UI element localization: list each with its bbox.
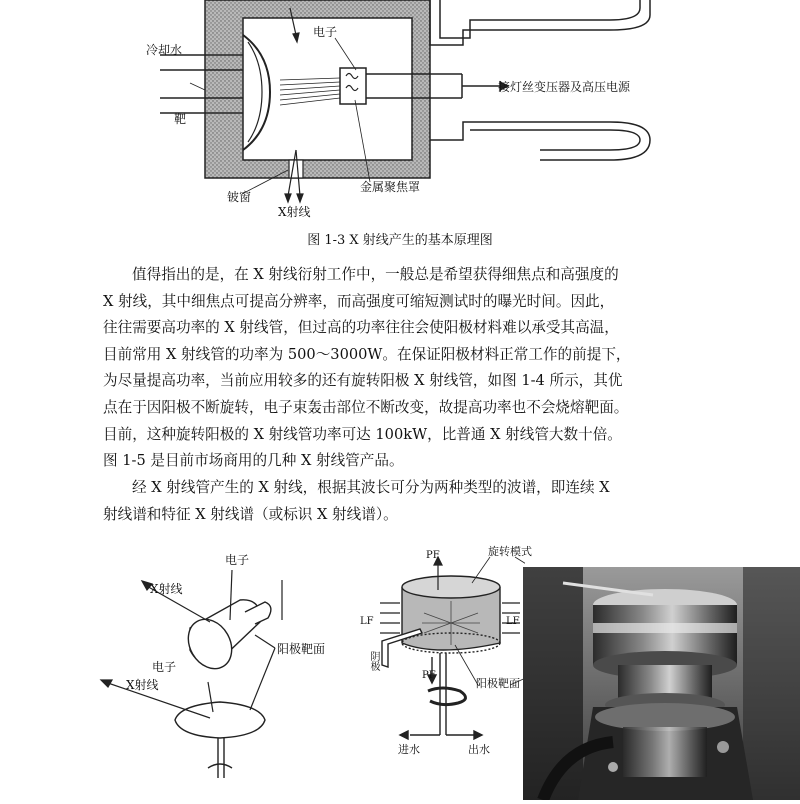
label-rotation-mode: 旋转模式 bbox=[488, 545, 532, 558]
label-beryllium-window: 铍窗 bbox=[227, 190, 252, 204]
label-xray-top: X射线 bbox=[150, 582, 183, 596]
label-cathode: 阴极 bbox=[368, 651, 379, 671]
label-water-in: 进水 bbox=[398, 743, 420, 756]
text-line: X 射线，其中细焦点可提高分辨率，而高强度可缩短测试时的曝光时间。因此， bbox=[103, 292, 615, 310]
text-line: 经 X 射线管产生的 X 射线，根据其波长可分为两种类型的波谱，即连续 X bbox=[132, 479, 610, 496]
text-line: 目前，这种旋转阳极的 X 射线管功率可达 100kW，比普通 X 射线管大数十倍。 bbox=[103, 425, 622, 443]
label-xray-bottom: X射线 bbox=[126, 678, 159, 692]
label-target: 靶 bbox=[174, 112, 187, 126]
label-cooling-water: 冷却水 bbox=[146, 43, 183, 57]
xray-tube-diagram bbox=[0, 0, 800, 230]
label-electron-top: 电子 bbox=[225, 553, 250, 567]
text-line: 射线谱和特征 X 射线谱（或标识 X 射线谱）。 bbox=[103, 505, 398, 523]
anode-shaft bbox=[400, 653, 482, 739]
anode-sketches bbox=[90, 540, 370, 800]
figure-1-4-mid bbox=[360, 545, 532, 800]
lower-anode bbox=[175, 702, 265, 778]
text-line: 值得指出的是，在 X 射线衍射工作中，一般总是希望获得细焦点和高强度的 bbox=[132, 266, 619, 283]
target-anode bbox=[243, 35, 270, 150]
label-focus-cup: 金属聚焦罩 bbox=[360, 180, 421, 194]
label-water-out: 出水 bbox=[468, 743, 490, 756]
label-electron-bottom: 电子 bbox=[152, 660, 177, 674]
upper-anode bbox=[180, 600, 271, 677]
figure-caption: 图 1-3 X 射线产生的基本原理图 bbox=[307, 233, 493, 248]
figure-1-4-left bbox=[90, 540, 370, 800]
label-anode-target: 阳极靶面 bbox=[277, 642, 326, 656]
rotating-anode-photo bbox=[523, 567, 800, 800]
label-filament-source: 接灯丝变压器及高压电源 bbox=[498, 80, 631, 94]
text-line: 往往需要高功率的 X 射线管，但过高的功率往往会使阳极材料难以承受其高温， bbox=[103, 319, 619, 337]
figure-1-3 bbox=[0, 0, 800, 230]
label-xray: X射线 bbox=[278, 205, 311, 219]
label-lf-left: LF bbox=[360, 616, 374, 627]
label-electron: 电子 bbox=[313, 25, 338, 39]
text-line: 图 1-5 是目前市场商用的几种 X 射线管产品。 bbox=[103, 452, 404, 470]
text-line: 为尽量提高功率，当前应用较多的还有旋转阳极 X 射线管，如图 1-4 所示，其优 bbox=[103, 372, 623, 390]
text-line: 目前常用 X 射线管的功率为 500～3000W。在保证阳极材料正常工作的前提下， bbox=[103, 345, 631, 363]
label-pf-top: PF bbox=[426, 550, 440, 561]
label-pf-bottom: PF bbox=[422, 670, 436, 681]
paragraph-2 bbox=[103, 475, 710, 528]
electron-beam bbox=[280, 78, 340, 105]
paragraph-1 bbox=[103, 262, 710, 475]
text-line: 点在于因阳极不断旋转，电子束轰击部位不断改变，故提高功率也不会烧熔靶面。 bbox=[103, 398, 629, 416]
label-anode-target-mid: 阳极靶面 bbox=[476, 677, 520, 690]
label-lf-right: LF bbox=[506, 616, 520, 627]
rotating-anode-schematic bbox=[360, 545, 525, 800]
cathode-filament bbox=[340, 68, 366, 104]
